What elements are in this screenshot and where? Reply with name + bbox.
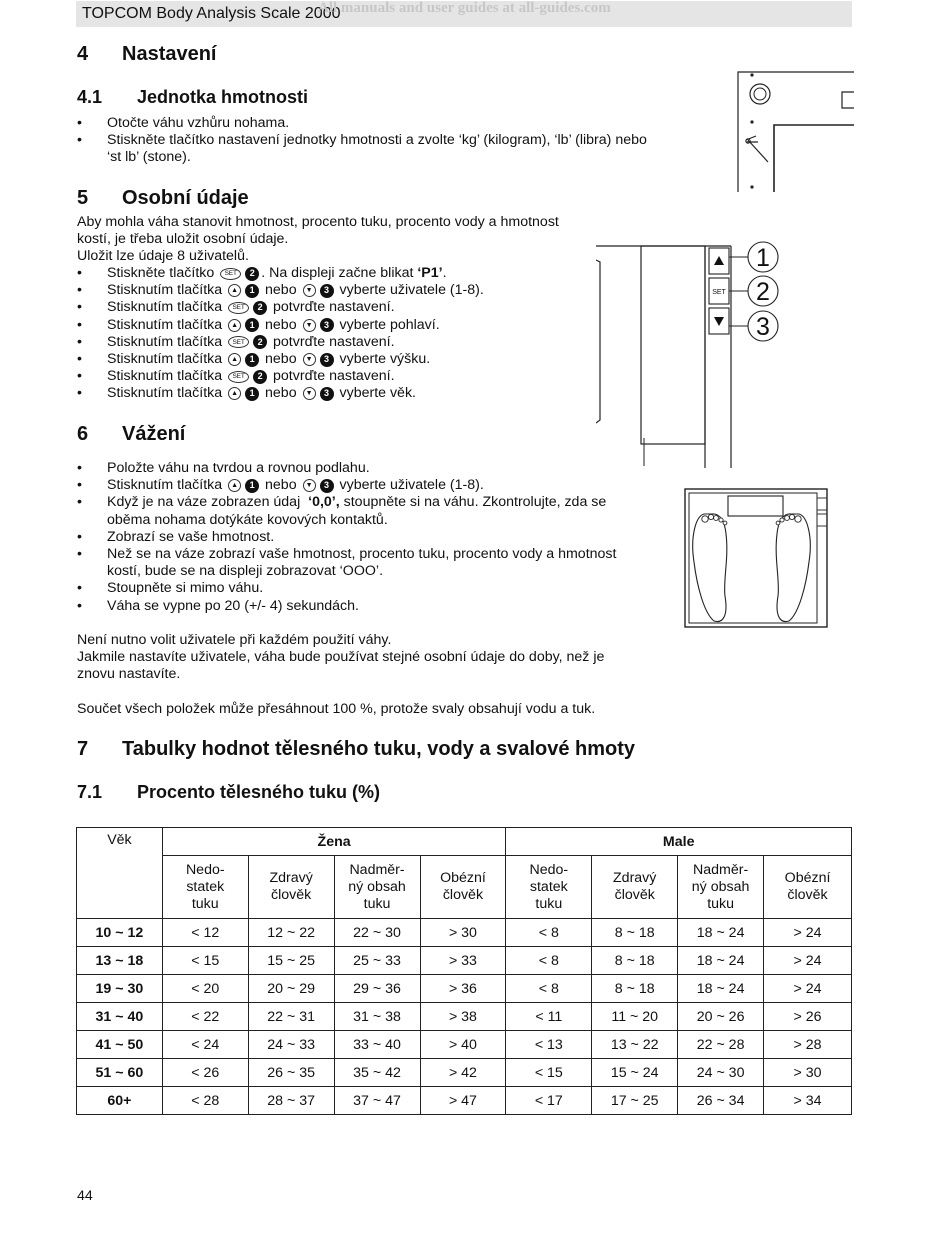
up-button-icon: ▲ <box>228 284 241 297</box>
table-subheader-line: tuku <box>707 895 735 912</box>
table-subheader-line: tuku <box>363 895 391 912</box>
step-text: vyberte uživatele (1-8). <box>339 477 484 494</box>
table-subheader-line: Nadměr- <box>693 861 749 878</box>
table-subheader <box>334 856 420 919</box>
table-cell: < 11 <box>506 1003 592 1031</box>
heading-section-4-1 <box>77 87 308 108</box>
step-text: Když je na váze zobrazen údaj <box>107 494 301 511</box>
heading-section-6 <box>77 423 185 446</box>
table-cell: 26 ~ 34 <box>678 1087 764 1115</box>
table-cell: > 34 <box>764 1087 852 1115</box>
step-text: nebo <box>265 316 297 333</box>
table-cell: 18 ~ 24 <box>678 947 764 975</box>
display-code: ‘P1’ <box>417 265 443 281</box>
step-text: kostí, bude se na displeji zobrazovat ‘OOO’. <box>107 563 384 580</box>
table-cell: > 24 <box>764 947 852 975</box>
list-item: • Otočte váhu vzhůru nohama. <box>77 115 647 132</box>
table-cell: < 8 <box>506 975 592 1003</box>
table-cell: < 22 <box>162 1003 248 1031</box>
table-row <box>77 1059 852 1087</box>
table-subheader-line: Zdravý <box>269 870 313 886</box>
list-item: • Zobrazí se vaše hmotnost. <box>77 529 616 546</box>
list-item <box>77 299 484 316</box>
callout-3-label: 3 <box>756 313 770 341</box>
unit-bullets <box>77 115 647 149</box>
note-line: Jakmile nastavíte uživatele, váha bude používat stejné osobní údaje do doby, než je <box>77 649 605 665</box>
table-header-age: Věk <box>77 828 163 919</box>
step-text: . Na displeji začne blikat <box>261 265 414 281</box>
document-header-title: TOPCOM Body Analysis Scale 2000 <box>82 5 341 22</box>
section-number: 6 <box>77 423 89 445</box>
number-3-icon: 3 <box>320 284 334 298</box>
step-text: vyberte věk. <box>339 385 416 402</box>
step-text: stoupněte si na váhu. Zkontrolujte, zda se <box>343 494 607 511</box>
down-button-icon: ▼ <box>303 387 316 400</box>
step-text: • Stisknutím tlačítka <box>107 477 223 494</box>
number-2-icon: 2 <box>253 335 267 349</box>
table-cell: > 24 <box>764 975 852 1003</box>
table-subheader <box>764 856 852 919</box>
step-text: . <box>442 265 447 281</box>
table-cell: > 33 <box>420 947 506 975</box>
table-cell: 22 ~ 28 <box>678 1031 764 1059</box>
table-cell: < 8 <box>506 947 592 975</box>
number-1-icon: 1 <box>245 353 259 367</box>
number-3-icon: 3 <box>320 318 334 332</box>
table-subheader-line: člověk <box>614 887 655 903</box>
number-1-icon: 1 <box>245 479 259 493</box>
table-cell: 8 ~ 18 <box>592 919 678 947</box>
list-item <box>77 317 484 334</box>
table-cell: 31 ~ 38 <box>334 1003 420 1031</box>
table-cell: 22 ~ 31 <box>248 1003 334 1031</box>
step-text: • Stisknutím tlačítka <box>107 299 223 316</box>
step-text: • Stisknutím tlačítka <box>107 368 223 385</box>
table-subheader-line: statek <box>529 878 568 895</box>
display-value: ‘0,0’, <box>308 494 340 511</box>
list-item <box>77 282 484 299</box>
down-button-icon: ▼ <box>303 319 316 332</box>
section-title: Vážení <box>122 423 186 445</box>
section-title: Tabulky hodnot tělesného tuku, vody a svalové hmoty <box>122 738 636 760</box>
watermark: All manuals and user guides at all-guides.com <box>318 0 611 16</box>
table-cell: > 42 <box>420 1059 506 1087</box>
body-fat-table <box>76 827 852 1115</box>
note-line: znovu nastavíte. <box>77 666 181 682</box>
button-panel-figure <box>596 240 786 468</box>
table-cell: < 12 <box>162 919 248 947</box>
table-subheader-line: člověk <box>271 887 312 903</box>
step-text: vyberte pohlaví. <box>339 316 440 333</box>
step-text: • Stisknutím tlačítka <box>107 316 223 333</box>
section-number: 4 <box>77 43 89 65</box>
section-title: Procento tělesného tuku (%) <box>137 782 381 802</box>
callout-1-label: 1 <box>756 244 770 272</box>
table-cell: 28 ~ 37 <box>248 1087 334 1115</box>
table-subheader-line: Obézní <box>440 870 486 886</box>
page-number: 44 <box>77 1188 93 1204</box>
list-item <box>77 334 484 351</box>
set-button-icon: SET <box>228 371 249 383</box>
list-item <box>77 477 616 494</box>
step-text: • Stisknutím tlačítka <box>107 350 223 367</box>
step-text: potvrďte nastavení. <box>273 333 395 350</box>
table-cell: > 47 <box>420 1087 506 1115</box>
step-text: vyberte uživatele (1-8). <box>339 282 484 299</box>
set-button-icon: SET <box>228 302 249 314</box>
table-cell: < 15 <box>162 947 248 975</box>
table-cell: 25 ~ 33 <box>334 947 420 975</box>
section-number: 7.1 <box>77 782 103 802</box>
callout-2-label: 2 <box>756 278 770 306</box>
number-2-icon: 2 <box>245 267 259 281</box>
table-cell: 8 ~ 18 <box>592 947 678 975</box>
table-cell: > 30 <box>764 1059 852 1087</box>
list-item: • Stiskněte tlačítko nastavení jednotky hmotnosti a zvolte ‘kg’ (kilogram), ‘lb’ (libra) nebo <box>77 132 647 149</box>
list-item <box>77 494 616 528</box>
up-button-icon: ▲ <box>228 479 241 492</box>
table-cell: 15 ~ 24 <box>592 1059 678 1087</box>
step-text: potvrďte nastavení. <box>273 368 395 385</box>
table-subheader-row <box>77 856 852 919</box>
table-subheader-line: tuku <box>191 895 219 912</box>
table-subheader <box>678 856 764 919</box>
table-cell: 22 ~ 30 <box>334 919 420 947</box>
step-text: potvrďte nastavení. <box>273 299 395 316</box>
table-row <box>77 947 852 975</box>
table-subheader-line: Zdravý <box>613 870 657 886</box>
heading-section-7 <box>77 738 635 761</box>
table-cell: > 26 <box>764 1003 852 1031</box>
table-cell: > 40 <box>420 1031 506 1059</box>
intro-line: Uložit lze údaje 8 uživatelů. <box>77 248 249 264</box>
list-item: • Stoupněte si mimo váhu. <box>77 580 616 597</box>
intro-line: kostí, je třeba uložit osobní údaje. <box>77 231 289 247</box>
table-cell: < 28 <box>162 1087 248 1115</box>
table-cell: < 13 <box>506 1031 592 1059</box>
table-cell: 35 ~ 42 <box>334 1059 420 1087</box>
step-text: nebo <box>265 282 297 299</box>
table-cell: > 38 <box>420 1003 506 1031</box>
personal-data-steps <box>77 265 484 403</box>
number-1-icon: 1 <box>245 284 259 298</box>
down-button-icon: ▼ <box>303 284 316 297</box>
list-item <box>77 546 616 580</box>
section-title: Nastavení <box>122 43 217 65</box>
table-row <box>77 975 852 1003</box>
table-subheader <box>420 856 506 919</box>
table-cell: < 15 <box>506 1059 592 1087</box>
table-cell: < 20 <box>162 975 248 1003</box>
table-cell-age: 10 ~ 12 <box>77 919 163 947</box>
number-1-icon: 1 <box>245 387 259 401</box>
section-title: Osobní údaje <box>122 187 249 209</box>
table-cell: 18 ~ 24 <box>678 975 764 1003</box>
table-cell: > 28 <box>764 1031 852 1059</box>
scale-underside-figure <box>736 70 854 192</box>
heading-section-4 <box>77 43 217 66</box>
table-cell: > 24 <box>764 919 852 947</box>
intro-line: Aby mohla váha stanovit hmotnost, procento tuku, procento vody a hmotnost <box>77 214 559 230</box>
table-subheader-line: Nedo- <box>529 861 569 878</box>
table-cell: 18 ~ 24 <box>678 919 764 947</box>
table-cell-age: 41 ~ 50 <box>77 1031 163 1059</box>
table-cell-age: 51 ~ 60 <box>77 1059 163 1087</box>
up-button-icon: ▲ <box>228 319 241 332</box>
list-item-continuation: ‘st lb’ (stone). <box>107 149 191 165</box>
heading-section-5 <box>77 187 249 210</box>
number-2-icon: 2 <box>253 301 267 315</box>
panel-set-label: SET <box>712 289 726 296</box>
table-cell: 24 ~ 33 <box>248 1031 334 1059</box>
number-1-icon: 1 <box>245 318 259 332</box>
step-text: nebo <box>265 477 297 494</box>
table-subheader <box>592 856 678 919</box>
number-2-icon: 2 <box>253 370 267 384</box>
step-text: • Stiskněte tlačítko <box>107 265 215 281</box>
table-cell: 20 ~ 26 <box>678 1003 764 1031</box>
down-button-icon: ▼ <box>303 353 316 366</box>
table-cell: 13 ~ 22 <box>592 1031 678 1059</box>
table-header-men: Male <box>506 828 852 856</box>
table-header-women: Žena <box>162 828 506 856</box>
section-title: Jednotka hmotnosti <box>137 87 309 107</box>
table-cell-age: 19 ~ 30 <box>77 975 163 1003</box>
scale-with-feet-figure <box>684 488 830 630</box>
list-item: • Váha se vypne po 20 (+/- 4) sekundách. <box>77 598 616 615</box>
table-subheader-line: statek <box>186 878 225 895</box>
step-text: oběma nohama dotýkáte kovových kontaktů. <box>107 511 388 528</box>
table-cell: 33 ~ 40 <box>334 1031 420 1059</box>
table-cell: > 36 <box>420 975 506 1003</box>
table-cell: < 26 <box>162 1059 248 1087</box>
table-cell: 15 ~ 25 <box>248 947 334 975</box>
table-cell: 17 ~ 25 <box>592 1087 678 1115</box>
table-cell-age: 60+ <box>77 1087 163 1115</box>
list-item <box>77 368 484 385</box>
table-cell: 24 ~ 30 <box>678 1059 764 1087</box>
table-cell: < 17 <box>506 1087 592 1115</box>
up-button-icon: ▲ <box>228 353 241 366</box>
table-cell: > 30 <box>420 919 506 947</box>
section-number: 4.1 <box>77 87 103 107</box>
table-cell: 11 ~ 20 <box>592 1003 678 1031</box>
list-item <box>77 385 484 402</box>
step-text: Než se na váze zobrazí vaše hmotnost, procento tuku, procento vody a hmotnost <box>107 546 617 562</box>
up-button-icon: ▲ <box>228 387 241 400</box>
table-subheader <box>506 856 592 919</box>
table-cell: 26 ~ 35 <box>248 1059 334 1087</box>
table-cell: 37 ~ 47 <box>334 1087 420 1115</box>
note-line: Není nutno volit uživatele při každém použití váhy. <box>77 632 392 648</box>
section-number: 5 <box>77 187 89 209</box>
table-cell: < 24 <box>162 1031 248 1059</box>
step-text: nebo <box>265 350 297 367</box>
table-subheader-line: Nedo- <box>185 861 225 878</box>
set-button-icon: SET <box>228 336 249 348</box>
table-subheader-line: ný obsah <box>348 878 406 895</box>
table-subheader-line: Obézní <box>784 870 831 886</box>
set-button-icon: SET <box>220 268 241 280</box>
table-subheader <box>162 856 248 919</box>
table-row <box>77 1087 852 1115</box>
number-3-icon: 3 <box>320 353 334 367</box>
table-cell: 12 ~ 22 <box>248 919 334 947</box>
down-button-icon: ▼ <box>303 479 316 492</box>
table-subheader-line: člověk <box>442 887 484 903</box>
number-3-icon: 3 <box>320 387 334 401</box>
table-subheader-line: člověk <box>787 887 828 903</box>
table-group-header-row <box>77 828 852 856</box>
table-cell: 20 ~ 29 <box>248 975 334 1003</box>
step-text: vyberte výšku. <box>339 350 431 367</box>
table-cell: 8 ~ 18 <box>592 975 678 1003</box>
note-line: Součet všech položek může přesáhnout 100 %, protože svaly obsahují vodu a tuk. <box>77 701 596 717</box>
section-number: 7 <box>77 738 89 760</box>
table-subheader-line: tuku <box>535 895 563 912</box>
step-text: • Stisknutím tlačítka <box>107 333 223 350</box>
list-item <box>77 351 484 368</box>
table-cell-age: 31 ~ 40 <box>77 1003 163 1031</box>
table-subheader-line: ný obsah <box>691 878 750 895</box>
table-subheader <box>248 856 334 919</box>
list-item <box>77 265 484 282</box>
table-row <box>77 1003 852 1031</box>
table-cell: < 8 <box>506 919 592 947</box>
number-3-icon: 3 <box>320 479 334 493</box>
table-cell-age: 13 ~ 18 <box>77 947 163 975</box>
table-cell: 29 ~ 36 <box>334 975 420 1003</box>
step-text: nebo <box>265 385 297 402</box>
list-item: • Položte váhu na tvrdou a rovnou podlahu. <box>77 460 616 477</box>
step-text: • Stisknutím tlačítka <box>107 385 223 402</box>
step-text: • Stisknutím tlačítka <box>107 282 223 299</box>
table-row <box>77 919 852 947</box>
heading-section-7-1 <box>77 782 380 803</box>
table-row <box>77 1031 852 1059</box>
weighing-steps <box>77 460 616 615</box>
table-subheader-line: Nadměr- <box>349 861 405 878</box>
